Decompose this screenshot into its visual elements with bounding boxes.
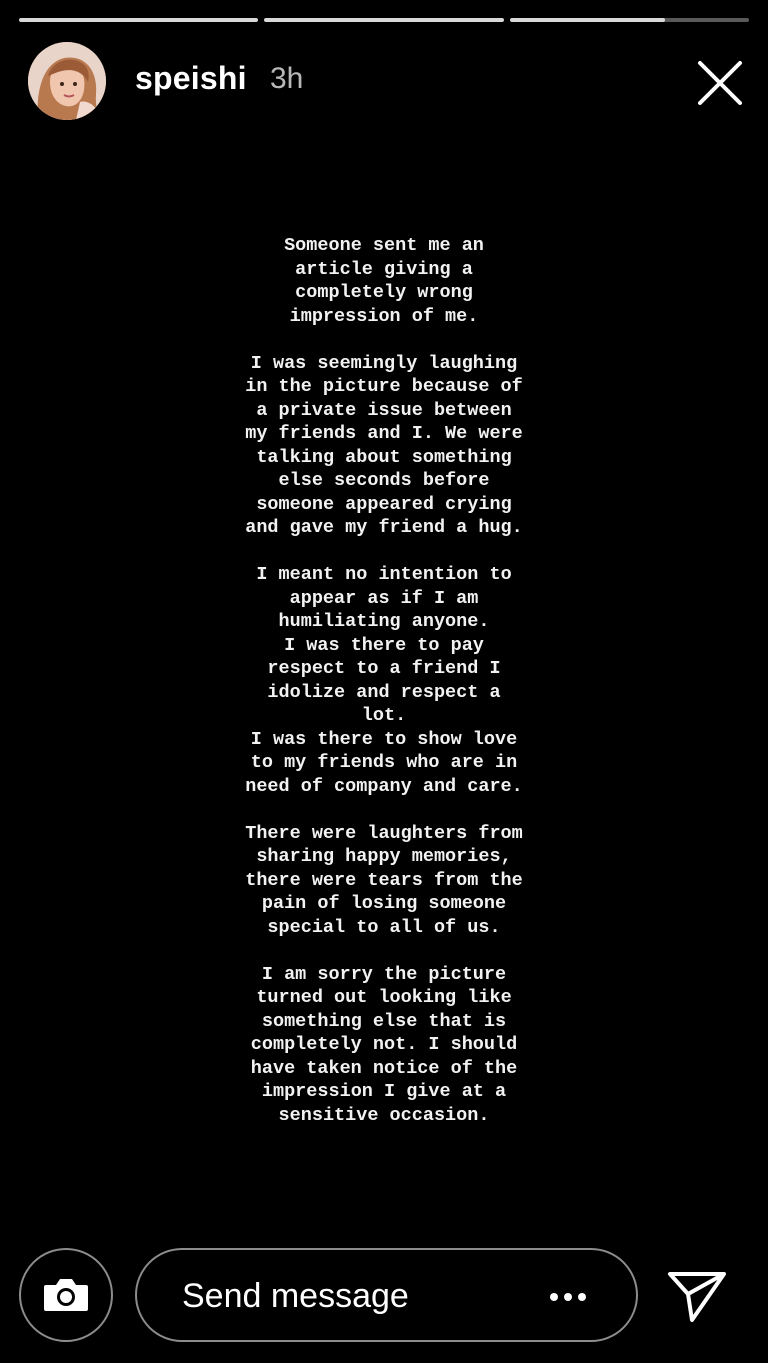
story-text [164,234,604,1127]
avatar-image [28,42,106,120]
close-button[interactable] [694,57,746,109]
progress-fill [264,18,503,22]
story-paragraph: Someone sent me an article giving a completely wrong impression of me. [284,235,484,327]
more-dots-icon [548,1291,588,1303]
username[interactable]: speishi [135,60,247,96]
progress-fill [510,18,666,22]
story-progress [19,18,749,23]
send-message-input[interactable] [135,1248,638,1342]
avatar[interactable] [28,42,106,120]
story-paragraph: I meant no intention to appear as if I am humiliating anyone. I was there to pay respect to a friend I idolize and respect a lot. I was there to show love to my friends who are in need of company and care. [245,564,523,797]
progress-segment [510,18,749,22]
send-button[interactable] [666,1268,728,1324]
send-message-placeholder: Send message [182,1277,409,1315]
send-icon [666,1268,728,1324]
camera-button[interactable] [19,1248,113,1342]
camera-icon [42,1275,90,1315]
post-time: 3h [270,62,304,95]
more-options-button[interactable] [548,1290,588,1302]
story-paragraph: I was seemingly laughing in the picture because of a private issue between my friends and I. We were talking about something else seconds before someone appeared crying and gave my friend a hug. [245,352,523,538]
progress-segment [264,18,503,22]
story-paragraph: I am sorry the picture turned out looking like something else that is completely not. I should have taken notice of the impression I give at a sensitive occasion. [250,963,518,1126]
progress-fill [19,18,258,22]
story-paragraph: There were laughters from sharing happy memories, there were tears from the pain of losing someone special to all of us. [245,822,523,938]
close-icon [694,57,746,109]
progress-segment [19,18,258,22]
